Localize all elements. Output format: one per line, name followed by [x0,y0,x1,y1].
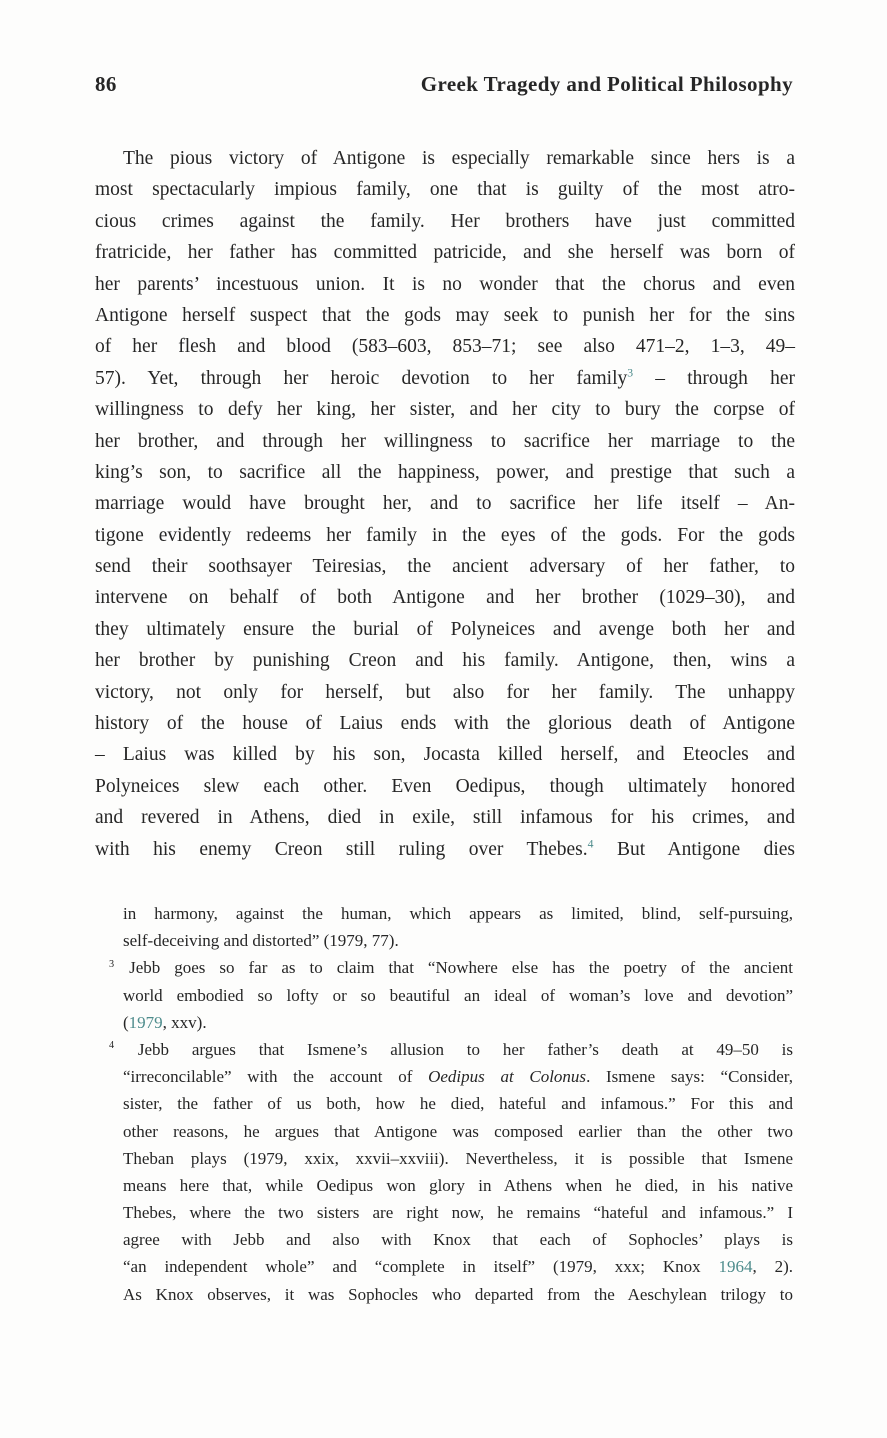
text-span: and revered in Athens, died in exile, still infamous for his crimes, and [95,807,795,829]
text-span: with his enemy Creon still ruling over Thebes. [95,838,588,860]
text-span: Theban plays (1979, xxix, xxvii–xxviii). Nevertheless, it is possible that Ismene [123,1148,793,1168]
text-span: Thebes, where the two sisters are right now, he remains “hateful and infamous.” I [123,1203,793,1223]
text-line [95,206,795,237]
footnote-ref-link[interactable]: 4 [587,837,594,851]
text-span: self-deceiving and distorted” (1979, 77). [123,931,399,951]
text-span: , 2). [752,1257,793,1277]
citation-link[interactable]: 1979 [128,1012,163,1032]
text-line [95,300,795,331]
main-paragraph [95,143,795,865]
text-span: ( [123,1012,129,1032]
text-span: willingness to defy her king, her sister, and her city to bury the corpse of [95,399,795,421]
text-line [95,802,795,833]
text-span: sister, the father of us both, how he died, hateful and infamous.” For this and [123,1094,793,1114]
text-span: “an independent whole” and “complete in itself” (1979, xxx; Knox [123,1257,719,1277]
text-line [95,269,795,300]
text-span: “irreconcilable” with the account of [123,1067,429,1087]
running-header [95,72,793,97]
text-span: her parents’ incestuous union. It is no wonder that the chorus and even [95,273,795,295]
footnote-marker: 3 [109,958,115,970]
text-line [109,1036,793,1063]
text-line [123,1009,793,1036]
footnotes-block [109,900,794,1308]
text-line [123,927,793,954]
text-span: world embodied so lofty or so beautiful an ideal of woman’s love and devotion” [123,985,793,1005]
text-line [95,457,795,488]
text-span: her brother by punishing Creon and his family. Antigone, then, wins a [95,650,795,672]
citation-link[interactable]: 1964 [718,1257,753,1277]
text-span: 57). Yet, through her heroic devotion to her family [95,367,628,389]
italic-title: Oedipus at Colonus [428,1067,587,1087]
text-span: her brother, and through her willingness to sacrifice her marriage to the [95,430,795,452]
text-line [95,645,795,676]
text-span: victory, not only for herself, but also for her family. The unhappy [95,681,795,703]
footnote-marker: 4 [109,1040,115,1052]
text-line [123,1253,793,1280]
text-line [95,834,795,865]
text-span: – through her [633,367,795,389]
text-line [95,520,795,551]
text-span: Jebb goes so far as to claim that “Nowhere else has the poetry of the ancient [129,958,793,978]
text-line [95,677,795,708]
page-number: 86 [95,72,117,96]
text-line [123,1172,793,1199]
text-span: agree with Jebb and also with Knox that each of Sophocles’ plays is [123,1230,793,1250]
text-span: means here that, while Oedipus won glory in Athens when he died, in his native [123,1175,793,1195]
text-line [95,614,795,645]
text-line [95,551,795,582]
text-span: , xxv). [162,1012,207,1032]
text-span: Polyneices slew each other. Even Oedipus, though ultimately honored [95,775,795,797]
text-line [123,1118,793,1145]
text-span: most spectacularly impious family, one that is guilty of the most atro- [95,179,795,201]
text-line [95,708,795,739]
text-span: tigone evidently redeems her family in the eyes of the gods. For the gods [95,524,795,546]
text-line [95,237,795,268]
text-line [123,1199,793,1226]
text-span: Jebb argues that Ismene’s allusion to her father’s death at 49–50 is [137,1039,794,1059]
text-span: of her flesh and blood (583–603, 853–71; see also 471–2, 1–3, 49– [95,336,795,358]
text-line [95,426,795,457]
text-line [95,331,795,362]
text-line [95,394,795,425]
text-span: The pious victory of Antigone is especially remarkable since hers is a [123,148,795,169]
text-line [109,954,793,981]
text-span: in harmony, against the human, which appears as limited, blind, self-pursuing, [123,904,793,923]
text-span: . Ismene says: “Consider, [586,1067,794,1087]
text-span: As Knox observes, it was Sophocles who departed from the Aeschylean trilogy to [123,1284,793,1304]
running-title: Greek Tragedy and Political Philosophy [420,72,793,96]
text-span: – Laius was killed by his son, Jocasta killed herself, and Eteocles and [95,744,795,766]
text-line [123,1063,793,1090]
text-span: king’s son, to sacrifice all the happiness, power, and prestige that such a [95,461,795,483]
text-line [95,143,795,174]
text-line [95,582,795,613]
text-line [123,1281,793,1308]
text-line [95,174,795,205]
text-line [95,363,795,394]
text-line [123,1090,793,1117]
text-line [123,900,793,927]
text-span: they ultimately ensure the burial of Polyneices and avenge both her and [95,618,795,640]
text-span: fratricide, her father has committed patricide, and she herself was born of [95,242,795,264]
footnote-ref-link[interactable]: 3 [627,366,634,380]
text-line [123,982,793,1009]
text-span: send their soothsayer Teiresias, the ancient adversary of her father, to [95,556,795,578]
text-line [95,771,795,802]
text-line [95,488,795,519]
text-span: marriage would have brought her, and to sacrifice her life itself – An- [95,493,795,515]
text-line [95,739,795,770]
text-span: intervene on behalf of both Antigone and her brother (1029–30), and [95,587,795,609]
text-span: history of the house of Laius ends with the glorious death of Antigone [95,713,795,735]
text-span: Antigone herself suspect that the gods may seek to punish her for the sins [95,304,795,326]
text-span: cious crimes against the family. Her brothers have just committed [95,210,795,232]
text-span: other reasons, he argues that Antigone was composed earlier than the other two [123,1121,793,1141]
text-span: But Antigone dies [593,838,795,860]
text-line [123,1226,793,1253]
text-line [123,1145,793,1172]
